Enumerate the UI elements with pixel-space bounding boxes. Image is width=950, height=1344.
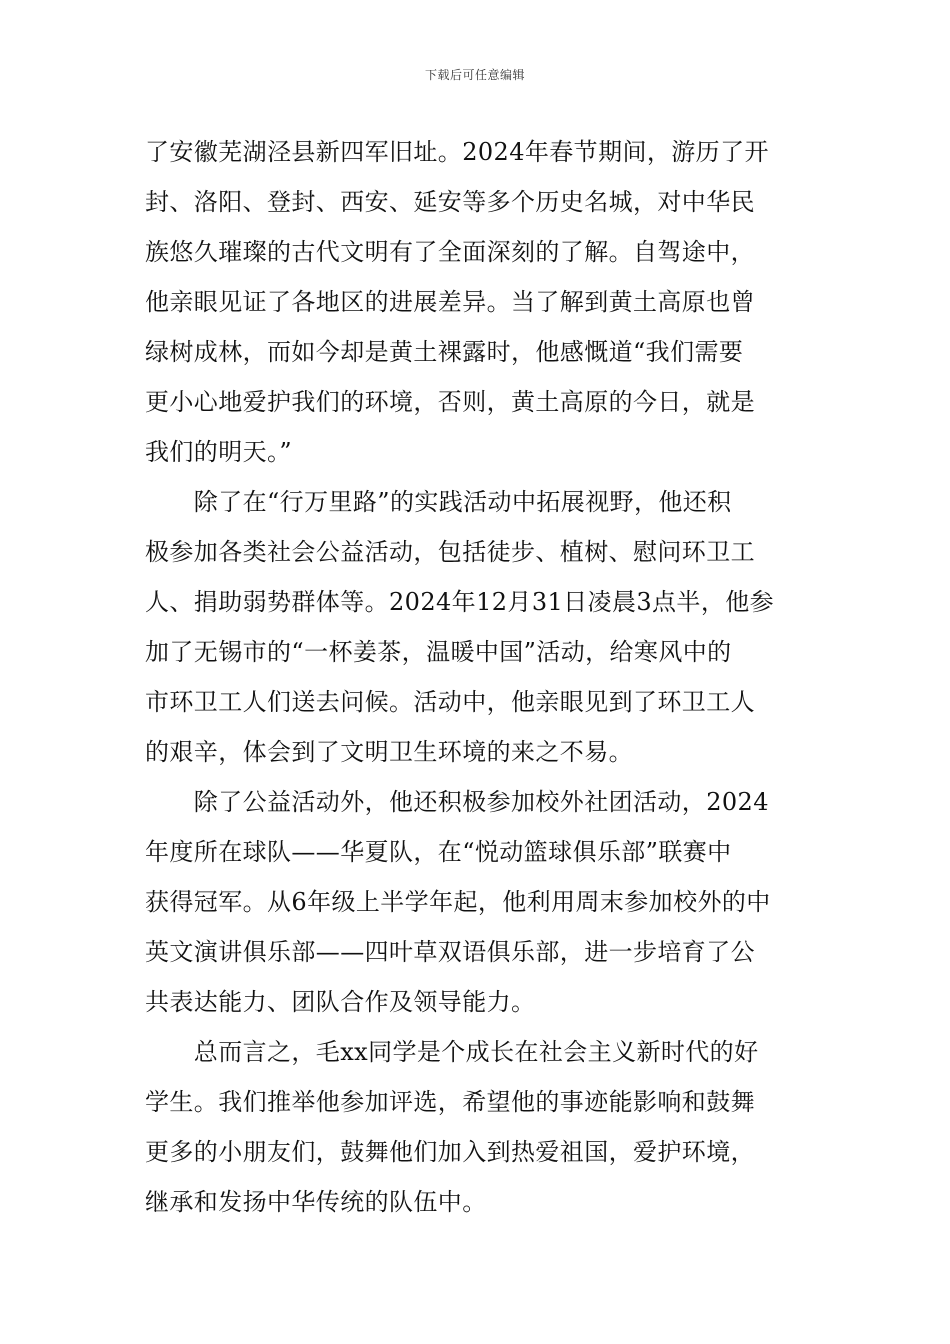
text-line: 除了在“行万里路”的实践活动中拓展视野，他还积 <box>145 488 732 516</box>
document-body <box>145 127 807 1227</box>
text-line: 绿树成林，而如今却是黄土裸露时，他感慨道“我们需要 <box>145 338 744 366</box>
text-line: 了安徽芜湖泾县新四军旧址。2024年春节期间，游历了开 <box>145 138 769 166</box>
text-line: 市环卫工人们送去问候。活动中，他亲眼见到了环卫工人 <box>145 688 755 716</box>
text-line: 年度所在球队——华夏队，在“悦动篮球俱乐部”联赛中 <box>145 838 732 866</box>
text-line: 加了无锡市的“一杯姜茶，温暖中国”活动，给寒风中的 <box>145 638 732 666</box>
text-line: 学生。我们推举他参加评选，希望他的事迹能影响和鼓舞 <box>145 1088 755 1116</box>
text-line: 我们的明天。” <box>145 438 293 466</box>
text-line: 他亲眼见证了各地区的进展差异。当了解到黄土高原也曾 <box>145 288 755 316</box>
text-line: 族悠久璀璨的古代文明有了全面深刻的了解。自驾途中， <box>145 238 755 266</box>
text-line: 除了公益活动外，他还积极参加校外社团活动，2024 <box>145 788 769 816</box>
text-line: 极参加各类社会公益活动，包括徒步、植树、慰问环卫工 <box>145 538 755 566</box>
text-line: 的艰辛，体会到了文明卫生环境的来之不易。 <box>145 738 633 766</box>
page-header: 下载后可任意编辑 <box>424 68 525 82</box>
text-line: 更多的小朋友们，鼓舞他们加入到热爱祖国，爱护环境， <box>145 1138 755 1166</box>
text-line: 封、洛阳、登封、西安、延安等多个历史名城，对中华民 <box>145 188 755 216</box>
text-line: 总而言之，毛xx同学是个成长在社会主义新时代的好 <box>145 1038 759 1066</box>
text-line: 更小心地爱护我们的环境，否则，黄土高原的今日，就是 <box>145 388 755 416</box>
text-line: 人、捐助弱势群体等。2024年12月31日凌晨3点半，他参 <box>145 588 775 616</box>
text-line: 获得冠军。从6年级上半学年起，他利用周末参加校外的中 <box>145 888 771 916</box>
text-line: 英文演讲俱乐部——四叶草双语俱乐部，进一步培育了公 <box>145 938 755 966</box>
text-line: 共表达能力、团队合作及领导能力。 <box>145 988 536 1016</box>
text-line: 继承和发扬中华传统的队伍中。 <box>145 1188 487 1216</box>
